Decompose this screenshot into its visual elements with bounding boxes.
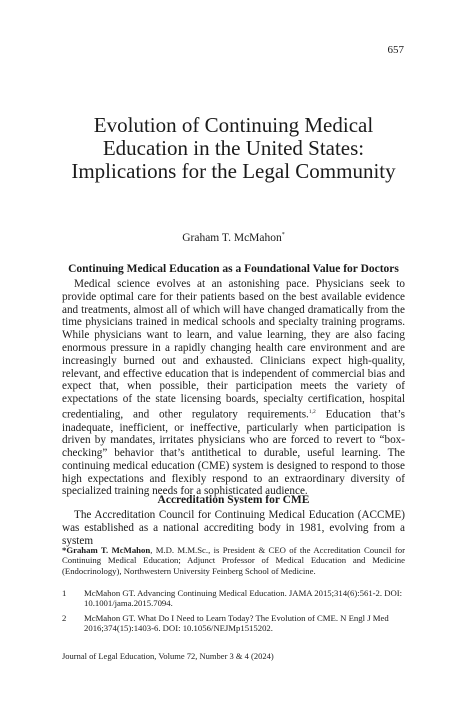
section-body-accreditation: [62, 509, 405, 547]
section-heading-accreditation: Accreditation System for CME: [157, 494, 310, 506]
section-body-cme-foundational: [62, 278, 405, 498]
author-byline: [60, 232, 407, 244]
endnote-1: [62, 588, 405, 609]
author-footnote-text: , M.D. M.M.Sc., is President & CEO of the Accreditation Council for Continuing Medical Education; Adjunct Professor of Medical Education and Medicine (Endocrinology), Northwestern University Feinberg School of Medicine.: [62, 545, 405, 576]
journal-footer: Journal of Legal Education, Volume 72, Number 3 & 4 (2024): [62, 651, 274, 661]
page-number: 657: [387, 44, 404, 56]
endnote-text: McMahon GT. Advancing Continuing Medical Education. JAMA 2015;314(6):561-2. DOI: 10.1001/jama.2015.7094.: [84, 588, 403, 609]
body-paragraph: [62, 278, 405, 498]
author-footnote-name: *Graham T. McMahon: [62, 545, 151, 555]
paragraph-text-part1: Medical science evolves at an astonishing pace. Physicians seek to provide optimal care for their patients based on the best available evidence and treatments, almost all of which will have changed dramatically from the time physicians trained in medical schools and specialty training programs. While physicians want to learn, and value learning, they are also facing enormous pressure in a rapidly changing health care environment and are increasingly burned out and exhausted. Clinicians expect high-quality, relevant, and effective education that is independent of commercial bias and expect that, when possible, their participation meets the variety of expectations of the state licensing boards, specialty certification, hospital credentialing, and other regulatory requirements.: [62, 278, 405, 421]
author-name: Graham T. McMahon: [182, 232, 282, 244]
footnote-ref-marks: 1,2: [308, 408, 316, 415]
endnote-2: [62, 613, 405, 634]
endnote-number: 1: [62, 588, 67, 598]
section-heading-cme-foundational: Continuing Medical Education as a Foundational Value for Doctors: [68, 263, 399, 275]
endnote-text: McMahon GT. What Do I Need to Learn Today? The Evolution of CME. N Engl J Med 2016;374(15):1403-6. DOI: 10.1056/NEJMp1515202.: [84, 613, 389, 634]
body-paragraph: The Accreditation Council for Continuing Medical Education (ACCME) was established as a national accrediting body in 1981, evolving from a system: [62, 509, 405, 547]
paragraph-text-part2: Education that’s inadequate, inefficient, or ineffective, particularly when participation is driven by mandates, irritates physicians who are forced to revert to “box-checking” behavior that’s antithetical to durable, useful learning. The continuing medical education (CME) system is designed to respond to those high expectations and flexibly respond to an extraordinary diversity of specialized training needs for a sophisticated audience.: [62, 408, 405, 498]
author-footnote-mark: *: [281, 232, 285, 239]
article-title: Evolution of Continuing Medical Education in the United States: Implications for the Legal Community: [71, 113, 396, 183]
author-footnote: [62, 545, 405, 576]
endnote-number: 2: [62, 613, 67, 623]
